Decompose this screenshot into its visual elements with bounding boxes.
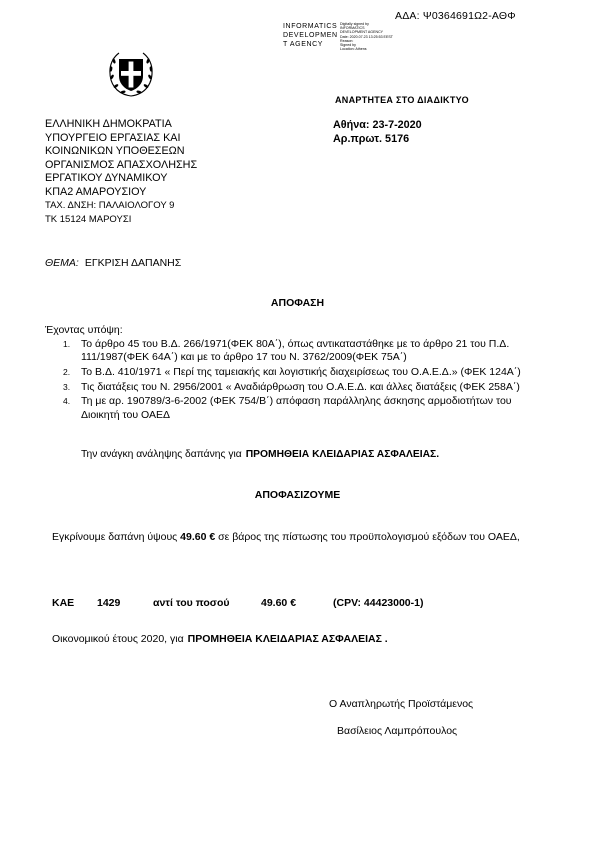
subject-label: ΘΕΜΑ: bbox=[45, 257, 79, 269]
stamp-detail-line: Signed by bbox=[340, 43, 356, 48]
kae-label: ΚΑΕ bbox=[52, 597, 75, 609]
decide-title: ΑΠΟΦΑΣΙΖΟΥΜΕ bbox=[254, 489, 341, 501]
stamp-detail-line: Date: 2020.07.23 13:25:53 EEST bbox=[340, 34, 393, 39]
need-item: ΠΡΟΜΗΘΕΙΑ ΚΛΕΙΔΑΡΙΑΣ ΑΣΦΑΛΕΙΑΣ. bbox=[245, 449, 440, 460]
need-statement bbox=[81, 449, 439, 460]
sender-line: ΥΠΟΥΡΓΕΙΟ ΕΡΓΑΣΙΑΣ ΚΑΙ bbox=[45, 131, 181, 144]
approval-text-rest: σε βάρος της πίστωσης του προϋπολογισμού εξόδων του ΟΑΕΔ, bbox=[218, 531, 520, 543]
stamp-detail-line: Digitally signed by bbox=[340, 22, 369, 26]
stamp-detail-line: DEVELOPMENT AGENCY bbox=[340, 30, 384, 35]
subject-text: ΕΓΚΡΙΣΗ ΔΑΠΑΝΗΣ bbox=[84, 257, 182, 269]
stamp-line: INFORMATICS bbox=[283, 23, 338, 30]
signatory-name: Βασίλειος Λαμπρόπουλος bbox=[337, 725, 458, 737]
list-item bbox=[63, 366, 551, 379]
legal-basis-list bbox=[63, 338, 551, 423]
greek-coat-of-arms-icon bbox=[106, 49, 156, 99]
list-item-text: Το άρθρο 45 του Β.Δ. 266/1971(ΦΕΚ 80Α΄), όπως αντικαταστάθηκε με το άρθρο 21 του Π.Δ. 111/1987(ΦΕΚ 64Α΄) και με το άρθρο 17 του Ν. 3762/2009(ΦΕΚ 75Α΄) bbox=[81, 338, 510, 364]
approval-paragraph bbox=[52, 530, 542, 545]
list-item-number: 3. bbox=[63, 381, 71, 392]
subject-line bbox=[45, 257, 181, 269]
sender-address: ΤΑΧ. ΔΝΣΗ: ΠΑΛΑΙΟΛΟΓΟΥ 9 bbox=[45, 200, 175, 211]
need-text: Την ανάγκη ανάληψης δαπάνης για bbox=[81, 449, 242, 460]
list-item-number: 1. bbox=[63, 339, 71, 349]
list-item-text: Το Β.Δ. 410/1971 « Περί της ταμειακής και λογιστικής διαχειρίσεως του Ο.Α.Ε.Δ.» (ΦΕΚ 124Α΄) bbox=[81, 365, 521, 378]
list-item-text: Τη με αρ. 190789/3-6-2002 (ΦΕΚ 754/Β΄) απόφαση παράλληλης άσκησης αρμοδιοτήτων του Διοικητή του ΟΑΕΔ bbox=[81, 395, 512, 421]
signature-stamp-label bbox=[283, 22, 338, 49]
stamp-detail-line: Location: Athens bbox=[340, 47, 367, 52]
stamp-line: DEVELOPMEN bbox=[283, 32, 338, 39]
approval-text: Εγκρίνουμε δαπάνη ύψους bbox=[52, 531, 178, 543]
date-block bbox=[333, 119, 422, 146]
sender-line: ΚΠΑ2 ΑΜΑΡΟΥΣΙΟΥ bbox=[45, 185, 147, 198]
signatory-role: Ο Αναπληρωτής Προϊστάμενος bbox=[329, 698, 474, 710]
publish-notice: ΑΝΑΡΤΗΤΕΑ ΣΤΟ ΔΙΑΔΙΚΤΥΟ bbox=[335, 95, 469, 105]
list-item bbox=[63, 338, 551, 364]
sender-line: ΟΡΓΑΝΙΣΜΟΣ ΑΠΑΣΧΟΛΗΣΗΣ bbox=[45, 158, 198, 171]
signature-stamp-details bbox=[340, 22, 393, 51]
fiscal-item: ΠΡΟΜΗΘΕΙΑ ΚΛΕΙΔΑΡΙΑΣ ΑΣΦΑΛΕΙΑΣ . bbox=[187, 633, 388, 645]
sender-postcode: ΤΚ 15124 ΜΑΡΟΥΣΙ bbox=[45, 213, 132, 225]
sender-line: ΕΛΛΗΝΙΚΗ ΔΗΜΟΚΡΑΤΙΑ bbox=[45, 118, 172, 130]
list-item-text: Τις διατάξεις του Ν. 2956/2001 « Αναδιάρθρωση του Ο.Α.Ε.Δ. και άλλες διατάξεις (ΦΕΚ 258Α΄) bbox=[81, 380, 520, 393]
ada-code: ΑΔΑ: Ψ0364691Ω2-ΑΘΦ bbox=[395, 10, 516, 22]
sender-block bbox=[45, 118, 197, 226]
fiscal-text: Οικονομικού έτους 2020, για bbox=[52, 633, 184, 645]
decision-title: ΑΠΟΦΑΣΗ bbox=[270, 297, 325, 309]
list-item bbox=[63, 395, 551, 421]
sender-line: ΚΟΙΝΩΝΙΚΩΝ ΥΠΟΘΕΣΕΩΝ bbox=[45, 145, 185, 157]
considering-heading: Έχοντας υπόψη: bbox=[45, 324, 123, 336]
fiscal-year-line bbox=[52, 633, 388, 645]
sender-line: ΕΡΓΑΤΙΚΟΥ ΔΥΝΑΜΙΚΟΥ bbox=[45, 172, 168, 184]
kae-amount: 49.60 € bbox=[261, 597, 297, 609]
kae-code: 1429 bbox=[97, 597, 121, 609]
stamp-detail-line: Reason: bbox=[340, 38, 354, 43]
kae-phrase: αντί του ποσού bbox=[153, 597, 230, 609]
list-item-number: 4. bbox=[63, 396, 71, 407]
protocol-number: Αρ.πρωτ. 5176 bbox=[333, 132, 410, 145]
cpv-code: (CPV: 44423000-1) bbox=[333, 597, 424, 609]
list-item bbox=[63, 381, 551, 394]
stamp-detail-line: INFORMATICS bbox=[340, 26, 365, 31]
document-date: Αθήνα: 23-7-2020 bbox=[333, 119, 422, 131]
stamp-line: T AGENCY bbox=[283, 41, 324, 48]
list-item-number: 2. bbox=[63, 366, 71, 377]
approval-amount: 49.60 € bbox=[180, 531, 216, 543]
